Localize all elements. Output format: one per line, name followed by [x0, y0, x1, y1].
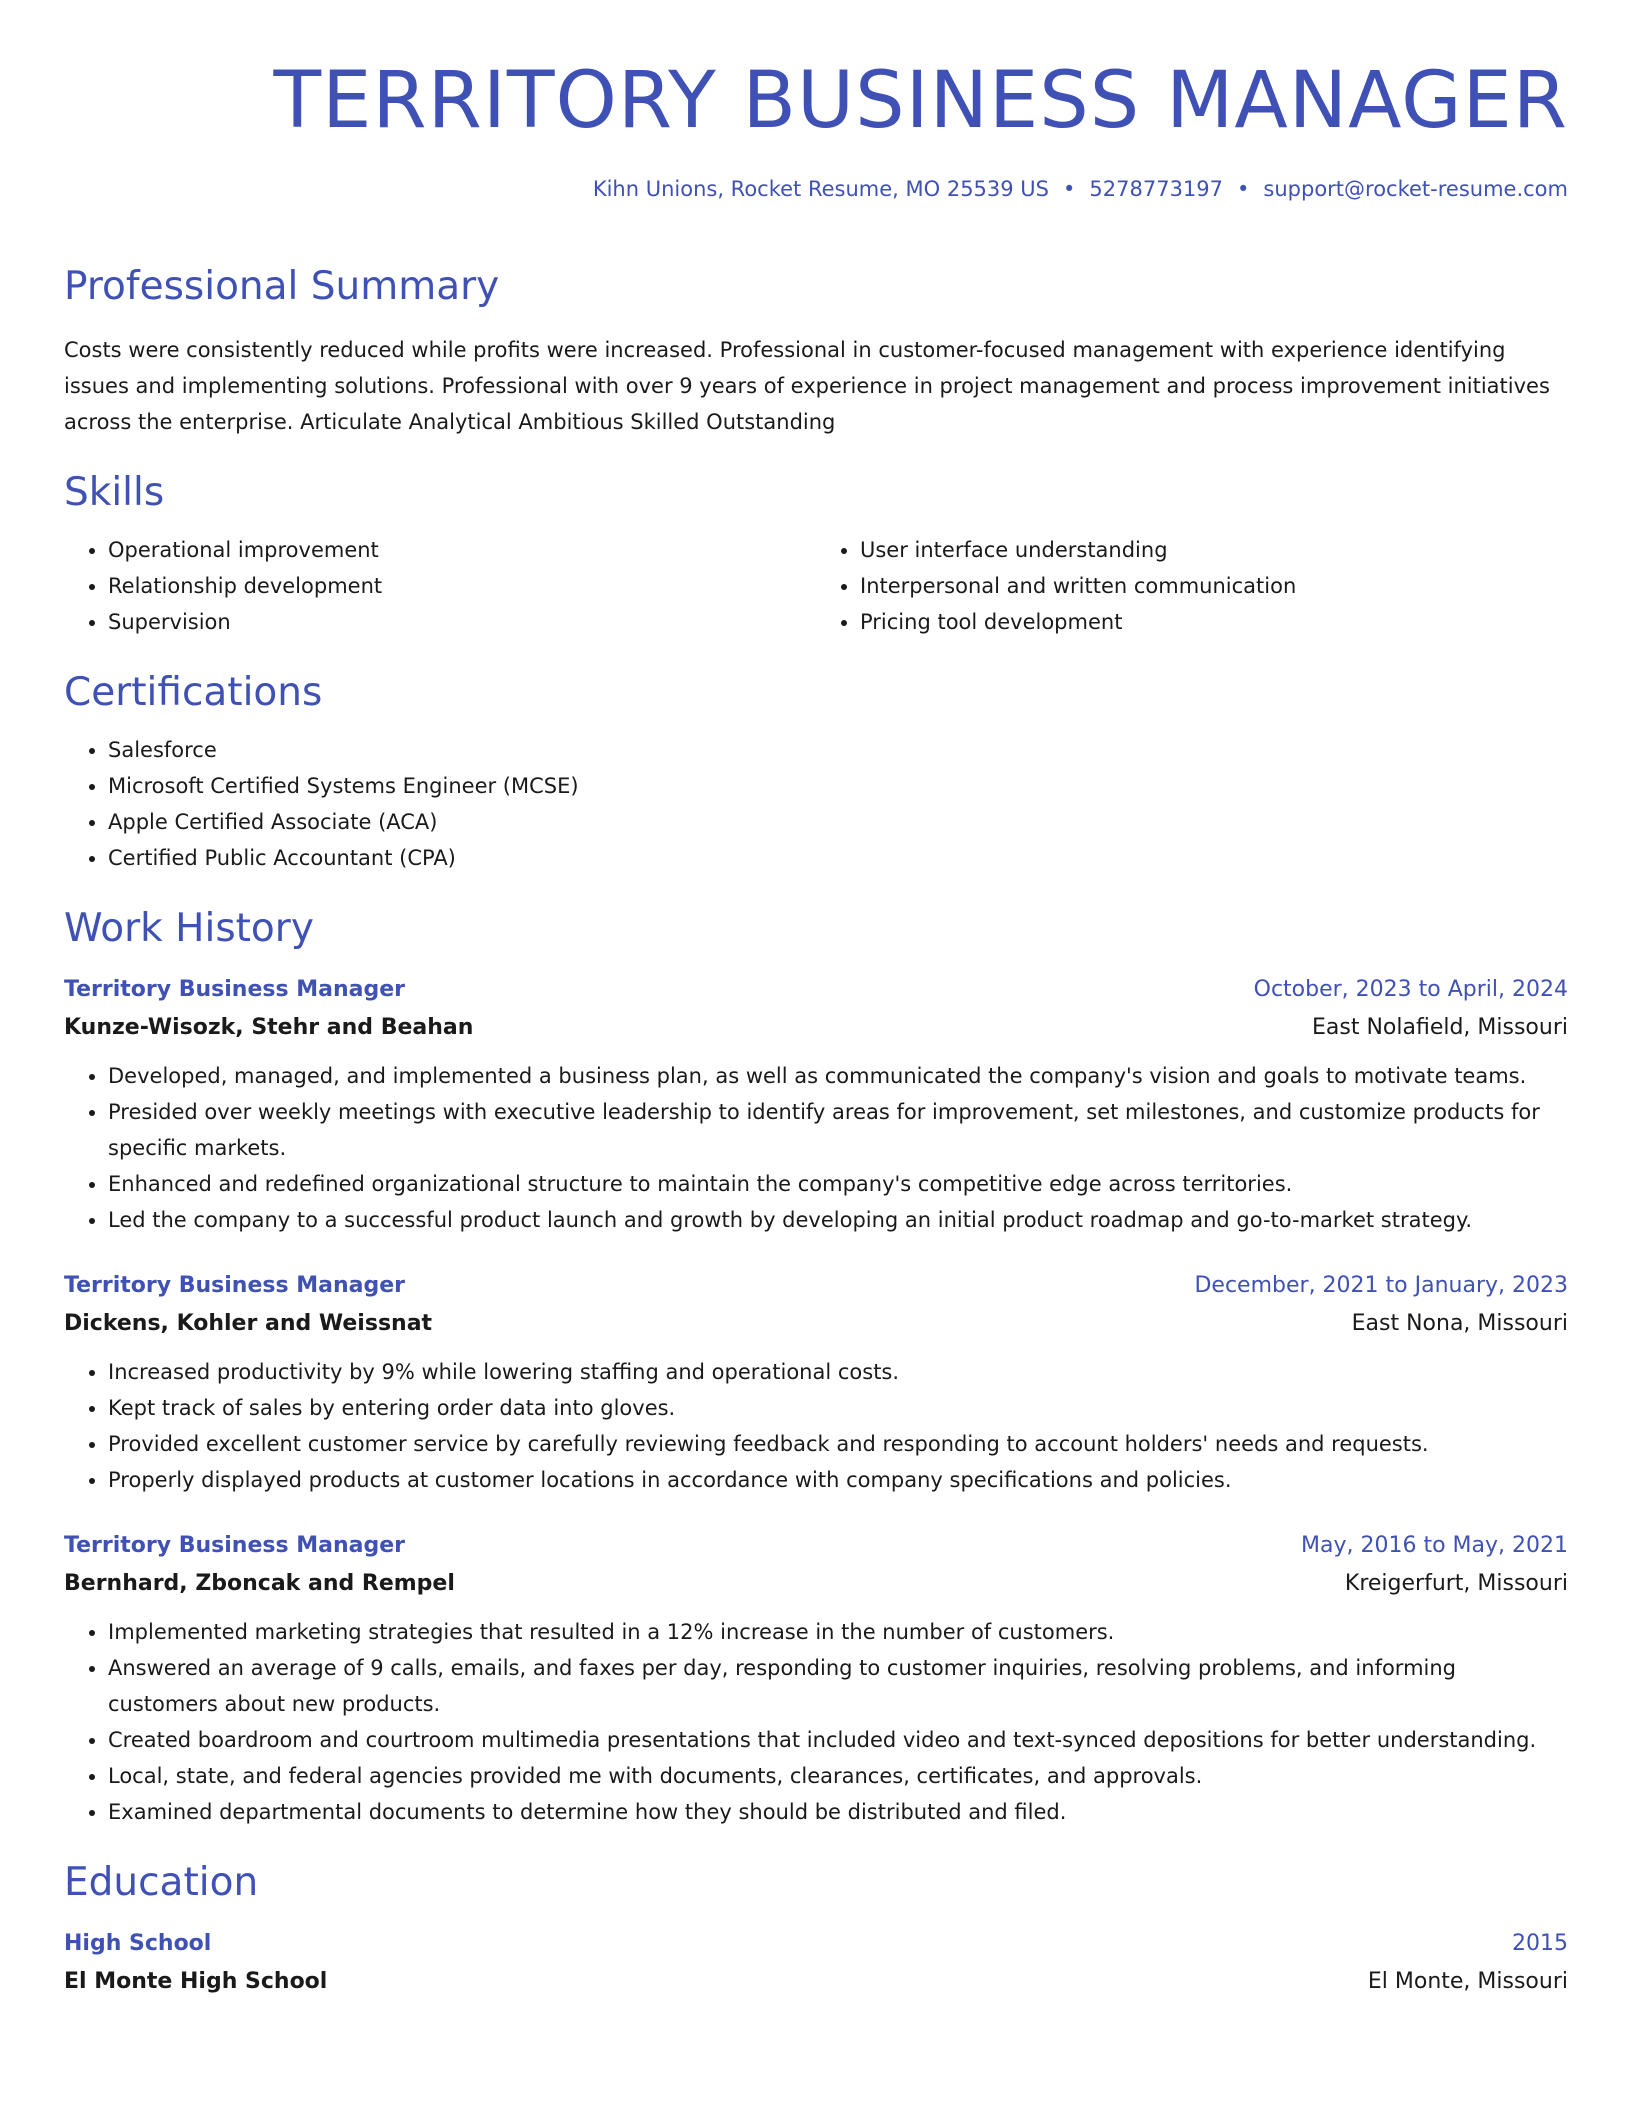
job-bullet: • Local, state, and federal agencies provided me with documents, clearances, certificates, and approvals.	[108, 1758, 1568, 1794]
job-bullet: • Enhanced and redefined organizational structure to maintain the company's competitive edge across territories.	[108, 1166, 1568, 1202]
skills-heading: Skills	[64, 470, 165, 515]
skill-item: • Operational improvement	[108, 532, 816, 568]
job-entry	[64, 972, 1568, 1238]
contact-phone: 5278773197	[1089, 177, 1224, 201]
certifications-section	[64, 668, 1568, 876]
job-title-row	[64, 1268, 1568, 1304]
job-dates: October, 2023 to April, 2024	[1253, 977, 1568, 1002]
job-location: East Nona, Missouri	[1351, 1311, 1568, 1336]
contact-line	[64, 174, 1568, 204]
skill-item: • Pricing tool development	[860, 604, 1568, 640]
education-section	[64, 1858, 1568, 2002]
job-bullet: • Properly displayed products at customer locations in accordance with company specifications and policies.	[108, 1462, 1568, 1498]
job-bullet: • Created boardroom and courtroom multimedia presentations that included video and text-synced depositions for better understanding.	[108, 1722, 1568, 1758]
contact-email[interactable]: support@rocket-resume.com	[1263, 177, 1568, 201]
job-company: Dickens, Kohler and Weissnat	[64, 1311, 433, 1336]
job-company: Kunze-Wisozk, Stehr and Beahan	[64, 1015, 474, 1040]
summary-section	[64, 262, 1568, 440]
education-heading: Education	[64, 1860, 259, 1905]
job-company-row	[64, 1564, 1568, 1604]
resume-header	[64, 0, 1568, 204]
job-bullet: • Presided over weekly meetings with executive leadership to identify areas for improvement, set milestones, and customize products for specific markets.	[108, 1094, 1568, 1166]
job-bullet: • Kept track of sales by entering order data into gloves.	[108, 1390, 1568, 1426]
skill-item: • Relationship development	[108, 568, 816, 604]
education-degree: High School	[64, 1931, 212, 1956]
contact-separator: •	[1237, 177, 1250, 201]
job-bullet: • Increased productivity by 9% while lowering staffing and operational costs.	[108, 1354, 1568, 1390]
certification-item: • Salesforce	[108, 732, 1568, 768]
job-dates: May, 2016 to May, 2021	[1301, 1533, 1568, 1558]
education-school: El Monte High School	[64, 1969, 328, 1994]
job-location: East Nolafield, Missouri	[1311, 1015, 1568, 1040]
job-title-row	[64, 972, 1568, 1008]
education-degree-row	[64, 1926, 1568, 1962]
job-company-row	[64, 1304, 1568, 1344]
skills-section	[64, 468, 1568, 640]
contact-separator: •	[1063, 177, 1076, 201]
candidate-name: TERRITORY BUSINESS MANAGER	[273, 56, 1568, 146]
job-bullets	[64, 1354, 1568, 1498]
job-title-row	[64, 1528, 1568, 1564]
education-year: 2015	[1512, 1931, 1568, 1956]
skills-columns	[64, 518, 1568, 640]
certifications-heading: Certifications	[64, 670, 323, 715]
skill-item: • Interpersonal and written communication	[860, 568, 1568, 604]
job-bullet: • Led the company to a successful product launch and growth by developing an initial product roadmap and go-to-market strategy.	[108, 1202, 1568, 1238]
work-history-section	[64, 904, 1568, 1830]
education-entry	[64, 1926, 1568, 2002]
job-title: Territory Business Manager	[64, 1273, 405, 1298]
education-location: El Monte, Missouri	[1367, 1969, 1568, 1994]
job-bullet: • Provided excellent customer service by carefully reviewing feedback and responding to account holders' needs and requests.	[108, 1426, 1568, 1462]
job-entry	[64, 1528, 1568, 1830]
work-history-heading: Work History	[64, 906, 314, 951]
summary-heading: Professional Summary	[64, 264, 500, 309]
job-title: Territory Business Manager	[64, 1533, 405, 1558]
skills-list-right	[816, 532, 1568, 640]
skills-list-left	[64, 532, 816, 640]
summary-text: Costs were consistently reduced while profits were increased. Professional in customer-focused management with experience identifying issues and implementing solutions. Professional with over 9 years of experience in project management and process improvement initiatives across the enterprise. Articulate Analytical Ambitious Skilled Outstanding	[64, 338, 1550, 434]
skill-item: • Supervision	[108, 604, 816, 640]
certification-item: • Microsoft Certified Systems Engineer (MCSE)	[108, 768, 1568, 804]
certification-item: • Certified Public Accountant (CPA)	[108, 840, 1568, 876]
job-company-row	[64, 1008, 1568, 1048]
skill-item: • User interface understanding	[860, 532, 1568, 568]
education-school-row	[64, 1962, 1568, 2002]
job-location: Kreigerfurt, Missouri	[1344, 1571, 1568, 1596]
job-bullet: • Developed, managed, and implemented a business plan, as well as communicated the company's vision and goals to motivate teams.	[108, 1058, 1568, 1094]
job-company: Bernhard, Zboncak and Rempel	[64, 1571, 455, 1596]
job-bullets	[64, 1058, 1568, 1238]
job-bullets	[64, 1614, 1568, 1830]
job-dates: December, 2021 to January, 2023	[1194, 1273, 1568, 1298]
job-bullet: • Implemented marketing strategies that resulted in a 12% increase in the number of customers.	[108, 1614, 1568, 1650]
job-title: Territory Business Manager	[64, 977, 405, 1002]
certifications-list	[64, 732, 1568, 876]
job-bullet: • Examined departmental documents to determine how they should be distributed and filed.	[108, 1794, 1568, 1830]
certification-item: • Apple Certified Associate (ACA)	[108, 804, 1568, 840]
job-bullet: • Answered an average of 9 calls, emails, and faxes per day, responding to customer inquiries, resolving problems, and informing customers about new products.	[108, 1650, 1568, 1722]
contact-address: Kihn Unions, Rocket Resume, MO 25539 US	[592, 177, 1050, 201]
job-entry	[64, 1268, 1568, 1498]
